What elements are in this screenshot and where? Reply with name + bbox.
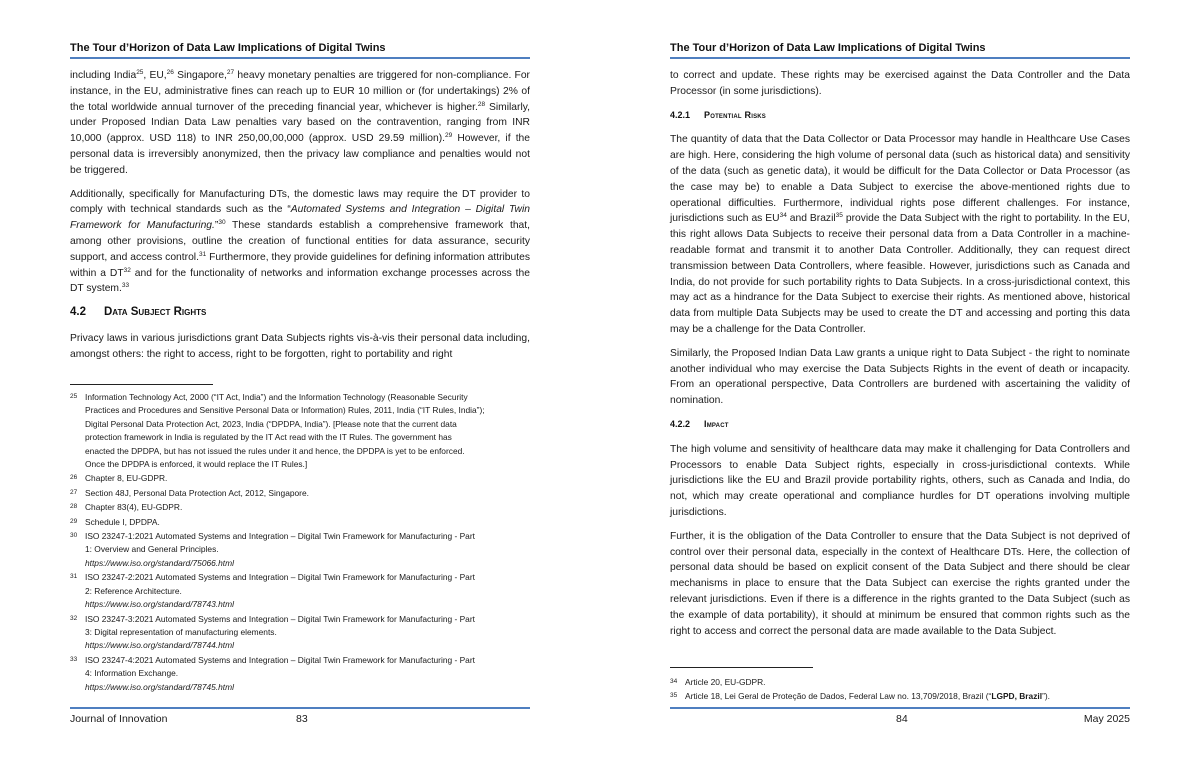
footnote-text: Information Technology Act, 2000 (“IT Act, India”) and the Information Technology (Reasonable Security Practices and Procedures and Sensitive Personal Data or Information) Rules, 2011, India (“IT Rules, India”); Digital Personal Data Protection Act, 2023, India (“DPDPA, India”). [Please note that the current data protection framework in India is regulated by the IT Act read with the IT Rules. The government has enacted the DPDPA, but has not issued the rules under it and hence, the DPDPA is yet to be enforced. Once the DPDPA is enforced, it would replace the IT Rules.]: [85, 392, 485, 470]
footnote-number: 29: [70, 517, 78, 525]
paragraph: including India$^{25}$, EU,$^{26}$ Singapore,$^{27}$ heavy monetary penalties are triggered for non-compliance. For instance, in the EU, administrative fines can reach up to EUR 10 million or (for undertakings) 2% of the total worldwide annual turnover of the preceding financial year, whichever is higher.$^{28}$ Similarly, under Proposed Indian Data Law penalties vary based on the contravention, ranging from INR 10,000 (approx. USD 118) to INR 250,00,00,000 (approx. USD 29.59 million).$^{29}$ However, if the personal data is irreversibly anonymized, then the privacy law compliance and penalties would not be triggered.: [70, 69, 531, 176]
footnote: [70, 530, 530, 570]
footnote-number: 28: [70, 503, 78, 511]
footnote-number: 31: [70, 573, 78, 581]
standard-title: Automated Systems and Integration – Digital Twin Framework for Manufacturing.: [70, 204, 530, 232]
footnote-ref[interactable]: 30: [218, 219, 226, 227]
running-head: The Tour d’Horizon of Data Law Implications of Digital Twins: [670, 42, 986, 54]
footnote-separator: [70, 384, 213, 385]
footnote-ref[interactable]: 25: [136, 69, 144, 76]
footnote-text: ISO 23247-3:2021 Automated Systems and Integration – Digital Twin Framework for Manufacturing - Part 3: Digital representation of manufacturing elements. https://www.iso.org/standard/78744.html: [85, 613, 530, 653]
footnote-number: 32: [70, 614, 78, 622]
journal-name: Journal of Innovation: [70, 713, 168, 725]
footnote-ref[interactable]: 28: [477, 100, 486, 108]
issue-date: May 2025: [1083, 713, 1130, 725]
footnote: [70, 613, 530, 653]
footnote-number: 30: [70, 532, 78, 540]
paragraph: The quantity of data that the Data Collector or Data Processor may handle in Healthcare Use Cases are high. Here, considering the high volume of personal data (such as historical data) and sensitivity of the data (such as genetic data), it would be difficult for the Data Collector or Data Processor (as the case may be) to enable a Data Subject to exercise the above-mentioned rights due to operational difficulties. Furthermore, individual rights pose different challenges. For instance, jurisdictions such as EU$^{34}$ and Brazil$^{35}$ provide the Data Subject with the right to portability. In the EU, this right allows Data Subjects to receive their personal data from a Data Controller in a machine-readable format and transmit it to another Data Controller. Additionally, they can request direct transmission between Data Controllers, where feasible. However, jurisdictions such as Canada and India, do not provide for such portability rights to Data Subjects. In a cross-jurisdictional context, this may act as a hindrance for the Data Subject to exercise their rights. As mentioned above, historical data from multiple Data Subjects may be used to create the DT and accessing and porting this data may be a challenge for the Data Controller.: [670, 134, 1130, 335]
footnote: [70, 501, 530, 514]
footnote-text: Article 20, EU-GDPR.: [685, 677, 766, 687]
footnote-text: Article 18, Lei Geral de Proteção de Dados, Federal Law no. 13,709/2018, Brazil (“LGPD, Brazil”).: [685, 691, 1050, 702]
paragraph: Additionally, specifically for Manufacturing DTs, the domestic laws may require the DT provider to comply with technical standards such as the “Automated Systems and Integration – Digital Twin Framework for Manufacturing.”$^{30}$ These standards establish a comprehensive framework that, among other provisions, outline the creation of functional entities for data assurance, security support, and access control.$^{31}$ Furthermore, they provide guidelines for defining information attributes within a DT$^{32}$ and for the functionality of networks and information exchange processes across the DT system.$^{33}$: [70, 188, 531, 295]
footnote-ref[interactable]: 29: [445, 132, 453, 140]
footnote-ref[interactable]: 34: [779, 212, 787, 220]
subsection-heading: 4.2.2 Impact: [670, 418, 729, 429]
section-heading: 4.2 Data Subject Rights: [70, 306, 207, 319]
paragraph: to correct and update. These rights may be exercised against the Data Controller and the Data Processor (in some jurisdictions).: [670, 70, 1130, 97]
footnote-text: ISO 23247-4:2021 Automated Systems and Integration – Digital Twin Framework for Manufacturing - Part 4: Information Exchange. https://www.iso.org/standard/78745.html: [85, 654, 530, 694]
footnote: [70, 487, 530, 500]
footnote-ref[interactable]: 32: [123, 266, 131, 274]
footnote-number: 33: [70, 655, 78, 663]
footer-rule: [70, 707, 530, 709]
footnote-text: ISO 23247-1:2021 Automated Systems and Integration – Digital Twin Framework for Manufacturing - Part 1: Overview and General Principles. https://www.iso.org/standard/75066.html: [85, 530, 530, 570]
paragraph: Similarly, the Proposed Indian Data Law grants a unique right to Data Subject - the right to nominate another individual who may exercise the Data Subjects Rights in the event of death or incapacity. From an operational perspective, Data Controllers are burdened with ascertaining the validity of nomination.: [670, 347, 1130, 407]
footnote-text: ISO 23247-2:2021 Automated Systems and Integration – Digital Twin Framework for Manufacturing - Part 2: Reference Architecture. https://www.iso.org/standard/78743.html: [85, 571, 530, 611]
right-body: [670, 68, 1130, 647]
footnote-text: Schedule I, DPDPA.: [85, 516, 160, 527]
running-head: The Tour d’Horizon of Data Law Implications of Digital Twins: [70, 42, 386, 54]
footnote: [670, 676, 1130, 689]
footnote: [70, 571, 530, 611]
paragraph: Further, it is the obligation of the Data Controller to ensure that the Data Subject is not deprived of control over their personal data, especially in the context of Healthcare DTs. Here, the collection of personal data should be based on explicit consent of the Data Subject and there should be clear mechanisms in place to ensure that the Data Subject can exercise the rights granted under the relevant jurisdictions. Even if there is a difference in the rights granted to the Data Subject (such as the example of data portability), it should at minimum be ensured that common rights such as the right to access and correct the personal data are made available to the Data Subject.: [670, 530, 1130, 637]
left-page: [70, 0, 530, 776]
footnote-link[interactable]: https://www.iso.org/standard/78745.html: [85, 681, 234, 692]
footnote-link[interactable]: https://www.iso.org/standard/78744.html: [85, 640, 234, 651]
footnote: [70, 654, 530, 694]
footnote-ref[interactable]: 27: [226, 69, 235, 76]
footnote-ref[interactable]: 33: [121, 282, 130, 290]
footnote-text: Section 48J, Personal Data Protection Act, 2012, Singapore.: [85, 487, 309, 498]
footnotes: [70, 391, 530, 695]
footnote-number: 35: [670, 692, 678, 700]
footnote-ref[interactable]: 35: [835, 212, 843, 220]
footnote-link[interactable]: https://www.iso.org/standard/78743.html: [85, 599, 234, 610]
footnote-text: Chapter 8, EU-GDPR.: [85, 473, 168, 484]
footnote: [70, 391, 530, 471]
header-rule: [70, 57, 530, 59]
footnote-separator: [670, 667, 813, 668]
page-number: 83: [296, 713, 308, 725]
footnote-text: Chapter 83(4), EU-GDPR.: [85, 502, 183, 513]
paragraph: Privacy laws in various jurisdictions grant Data Subjects rights vis-à-vis their personal data including, amongst others: the right to access, right to be forgotten, right to portability and right: [70, 332, 530, 360]
footnotes: [670, 676, 1130, 705]
footnote: [670, 690, 1130, 703]
footnote-ref[interactable]: 31: [198, 250, 207, 258]
footnote: [70, 516, 530, 529]
header-rule: [670, 57, 1130, 59]
paragraph: The high volume and sensitivity of healthcare data may make it challenging for Data Controllers and Processors to enable Data Subject rights, especially in cross-jurisdictional contexts. While jurisdictions like the EU and Brazil provide portability rights, others, such as Canada and India, do not, which may create operational and compliance hurdles for DT operations involving multiple jurisdictions.: [670, 443, 1130, 518]
footnote-number: 34: [670, 678, 678, 685]
footer-rule: [670, 707, 1130, 709]
footnote-link[interactable]: https://www.iso.org/standard/75066.html: [85, 557, 234, 568]
subsection-heading: 4.2.1 Potential Risks: [670, 109, 767, 120]
left-body: [70, 68, 530, 371]
footnote-ref[interactable]: 26: [166, 69, 174, 76]
footnote-number: 26: [70, 474, 78, 482]
page-number: 84: [896, 713, 908, 725]
right-page: [670, 0, 1130, 776]
footnote: [70, 472, 530, 485]
footnote-number: 25: [70, 393, 78, 400]
footnote-number: 27: [70, 488, 78, 496]
